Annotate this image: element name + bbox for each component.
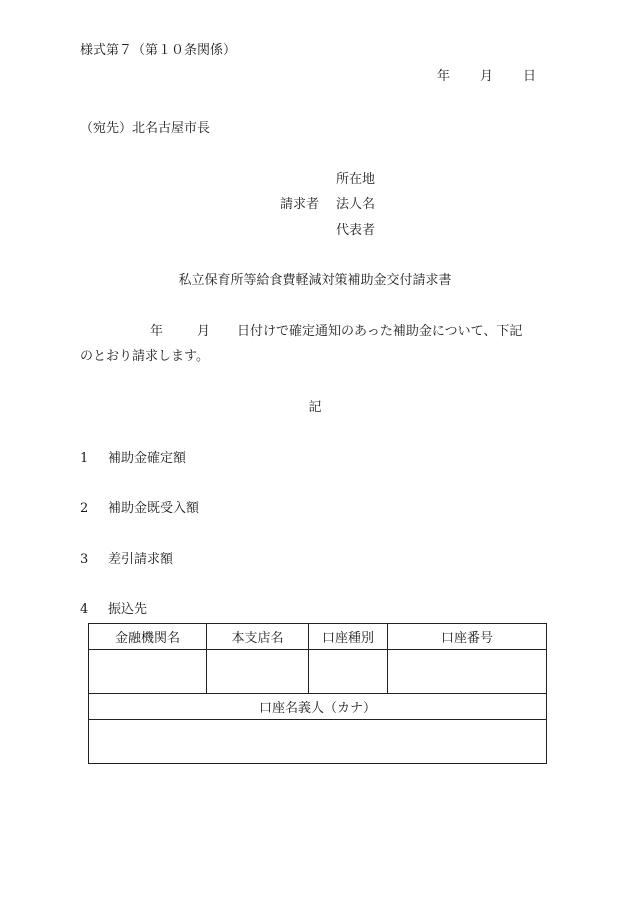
item-confirmed-amount bbox=[80, 451, 186, 467]
item-label: 振込先 bbox=[108, 602, 148, 617]
body-month: 月 bbox=[197, 324, 211, 339]
document-title: 私立保育所等給食費軽減対策補助金交付請求書 bbox=[178, 273, 452, 288]
body-text-1: 日付けで確定通知のあった補助金について、下記 bbox=[237, 324, 523, 339]
representative-label: 代表者 bbox=[336, 223, 376, 238]
item-number: 3 bbox=[80, 552, 89, 567]
form-number: 様式第７（第１０条関係） bbox=[80, 43, 237, 58]
header-bank-name: 金融機関名 bbox=[89, 624, 207, 650]
addressee: （宛先）北名古屋市長 bbox=[80, 121, 211, 136]
ki-heading: 記 bbox=[308, 400, 322, 415]
item-claim-amount bbox=[80, 552, 173, 568]
item-label: 差引請求額 bbox=[108, 552, 174, 567]
date-month: 月 bbox=[480, 69, 494, 84]
header-branch-name: 本支店名 bbox=[207, 624, 309, 650]
bank-name-field[interactable] bbox=[89, 650, 207, 694]
corporation-label: 法人名 bbox=[336, 197, 376, 212]
header-account-type: 口座種別 bbox=[309, 624, 388, 650]
header-account-number: 口座番号 bbox=[388, 624, 547, 650]
item-number: 4 bbox=[80, 602, 89, 617]
item-label: 補助金既受入額 bbox=[108, 501, 200, 516]
body-year: 年 bbox=[150, 324, 164, 339]
item-number: 2 bbox=[80, 501, 89, 516]
item-transfer-destination bbox=[80, 602, 147, 618]
body-line-1 bbox=[80, 324, 550, 340]
account-number-field[interactable] bbox=[388, 650, 547, 694]
body-line-2: のとおり請求します。 bbox=[80, 349, 209, 364]
item-label: 補助金確定額 bbox=[108, 451, 187, 466]
item-received-amount bbox=[80, 501, 199, 517]
account-type-field[interactable] bbox=[309, 650, 388, 694]
header-account-holder: 口座名義人（カナ） bbox=[89, 694, 547, 720]
date-year: 年 bbox=[437, 69, 451, 84]
bank-account-table bbox=[88, 623, 547, 764]
location-label: 所在地 bbox=[336, 172, 376, 187]
date-line bbox=[437, 69, 536, 85]
account-holder-field[interactable] bbox=[89, 720, 547, 764]
requester-label: 請求者 bbox=[280, 197, 320, 212]
branch-name-field[interactable] bbox=[207, 650, 309, 694]
item-number: 1 bbox=[80, 451, 89, 466]
date-day: 日 bbox=[523, 69, 537, 84]
